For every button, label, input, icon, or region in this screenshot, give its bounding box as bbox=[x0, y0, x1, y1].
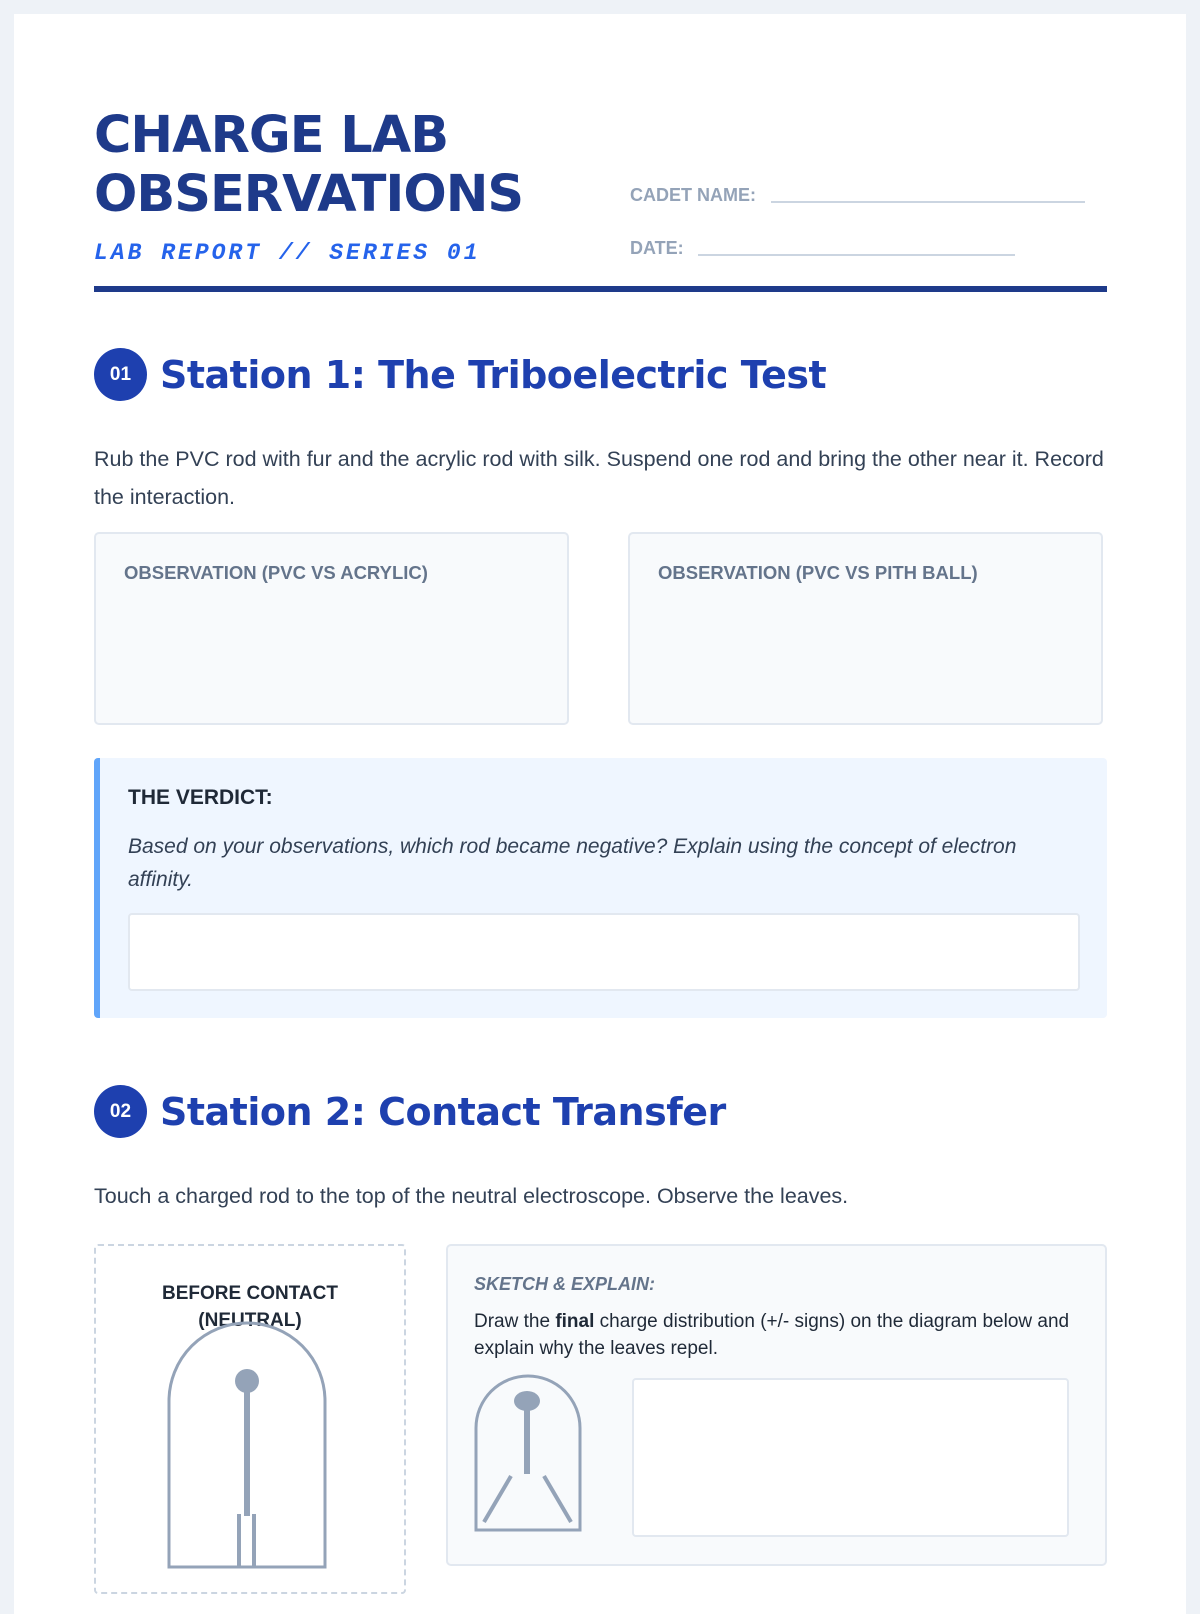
station-1-header bbox=[94, 348, 826, 401]
page-title bbox=[94, 106, 634, 224]
date-label: DATE: bbox=[630, 238, 684, 258]
verdict-answer-field[interactable] bbox=[128, 913, 1080, 991]
report-subtitle: LAB REPORT // SERIES 01 bbox=[94, 240, 481, 266]
cadet-name-field[interactable] bbox=[771, 201, 1085, 203]
station-1-title: Station 1: The Triboelectric Test bbox=[160, 352, 827, 397]
electroscope-leaf-right bbox=[252, 1514, 256, 1566]
verdict-label: THE VERDICT: bbox=[128, 786, 273, 809]
electroscope-leaf-left bbox=[237, 1514, 241, 1566]
page-title-line-2: OBSERVATIONS bbox=[94, 165, 524, 224]
station-2-badge: 02 bbox=[94, 1085, 147, 1138]
electroscope-rod bbox=[244, 1381, 250, 1516]
before-contact-label-line-1: BEFORE CONTACT bbox=[162, 1283, 338, 1304]
sketch-electroscope-leaf-right bbox=[544, 1476, 571, 1522]
station-1-instructions: Rub the PVC rod with fur and the acrylic rod with silk. Suspend one rod and bring the other near it. Record the interaction. bbox=[94, 447, 1104, 509]
station-2-header bbox=[94, 1085, 726, 1138]
charged-electroscope-diagram[interactable] bbox=[474, 1374, 582, 1534]
station-2-instructions: Touch a charged rod to the top of the neutral electroscope. Observe the leaves. bbox=[94, 1184, 849, 1208]
station-2-title: Station 2: Contact Transfer bbox=[160, 1089, 726, 1134]
verdict-panel bbox=[94, 758, 1107, 1018]
header-divider bbox=[94, 286, 1107, 292]
sketch-answer-field[interactable] bbox=[632, 1378, 1069, 1537]
sketch-instructions-bold: final bbox=[555, 1311, 595, 1332]
worksheet-page bbox=[14, 14, 1186, 1614]
observation-pvc-vs-pith-ball-label: OBSERVATION (PVC VS PITH BALL) bbox=[658, 562, 978, 583]
verdict-question: Based on your observations, which rod became negative? Explain using the concept of electron affinity. bbox=[128, 835, 1017, 891]
neutral-electroscope-diagram bbox=[96, 1246, 408, 1596]
sketch-electroscope-leaf-left bbox=[484, 1476, 511, 1522]
sketch-label: SKETCH & EXPLAIN: bbox=[474, 1274, 656, 1294]
cadet-name-label: CADET NAME: bbox=[630, 185, 756, 205]
sketch-instructions-pre: Draw the bbox=[474, 1311, 556, 1332]
sketch-and-explain-panel bbox=[446, 1244, 1107, 1566]
sketch-instructions-post: charge distribution (+/- signs) on the diagram below and explain why the leaves repel. bbox=[474, 1311, 1070, 1359]
observation-pvc-vs-acrylic-label: OBSERVATION (PVC VS ACRYLIC) bbox=[124, 562, 428, 583]
sketch-instructions bbox=[474, 1308, 1074, 1362]
before-contact-panel bbox=[94, 1244, 406, 1594]
date-field[interactable] bbox=[698, 254, 1015, 256]
sketch-electroscope-rod bbox=[524, 1402, 530, 1474]
observation-pvc-vs-acrylic[interactable] bbox=[94, 532, 569, 725]
page-title-line-1: CHARGE LAB bbox=[94, 106, 449, 165]
before-contact-label-line-2: (NEUTRAL) bbox=[198, 1310, 302, 1331]
observation-pvc-vs-pith-ball[interactable] bbox=[628, 532, 1103, 725]
station-1-badge: 01 bbox=[94, 348, 147, 401]
